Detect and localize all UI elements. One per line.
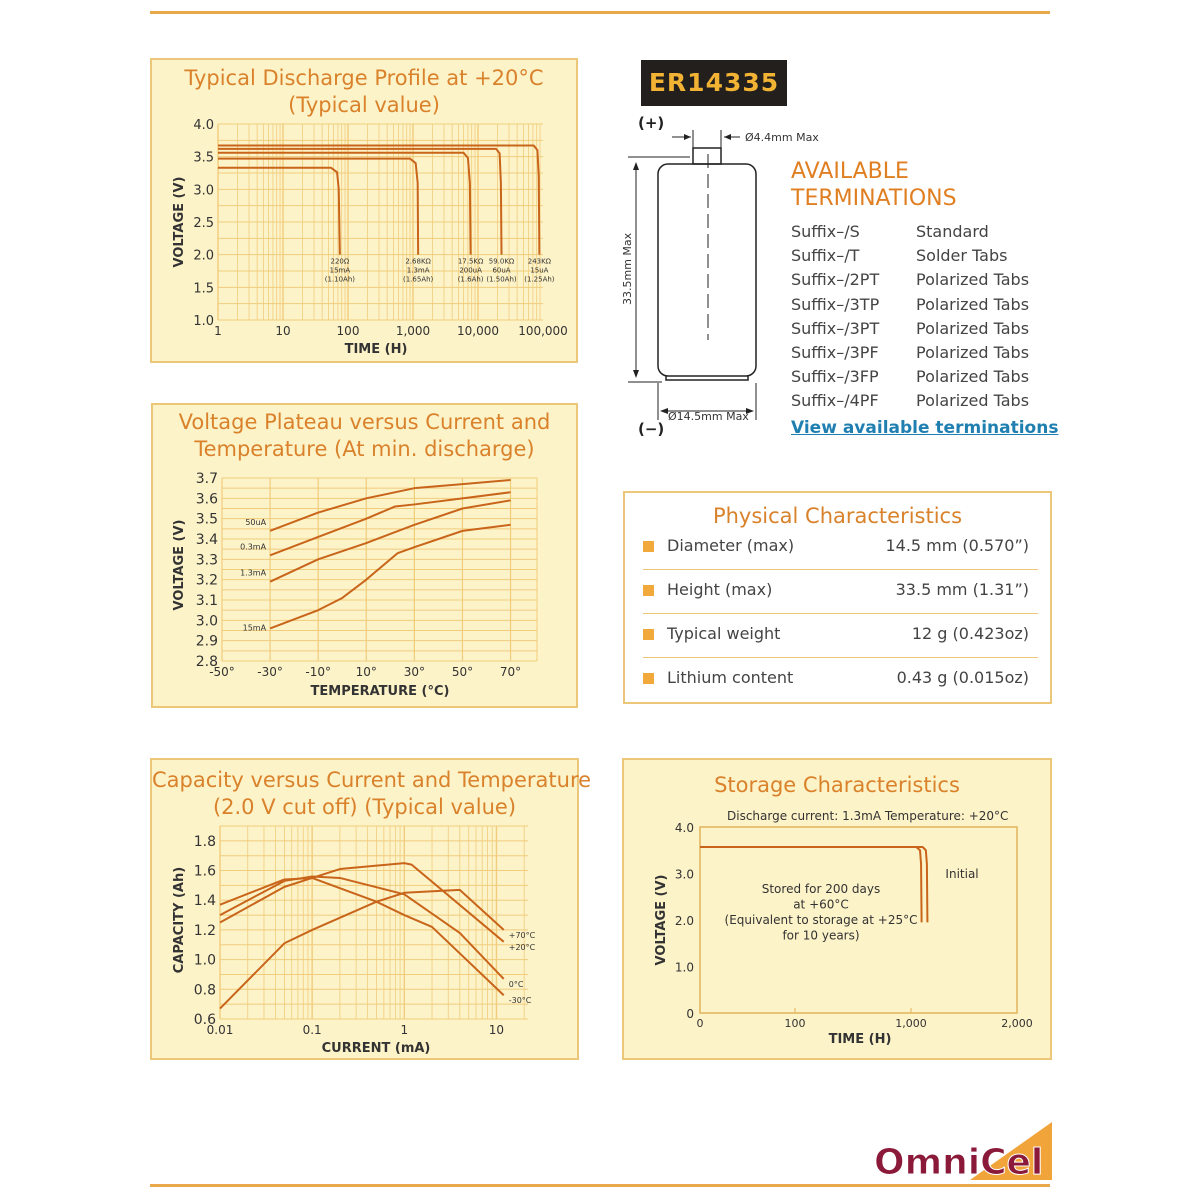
physical-label: Lithium content bbox=[667, 668, 794, 687]
termination-suffix: Suffix–/S bbox=[791, 222, 860, 241]
y-tick-label: 3.7 bbox=[195, 471, 218, 487]
y-tick-label: 4.0 bbox=[674, 821, 694, 835]
y-tick-label: 0 bbox=[686, 1007, 694, 1021]
physical-value: 0.43 g (0.015oz) bbox=[896, 668, 1029, 687]
y-tick-label: 1.0 bbox=[193, 952, 216, 969]
y-tick-label: 0.8 bbox=[193, 982, 216, 999]
termination-type: Polarized Tabs bbox=[916, 318, 1030, 338]
chart-title-line: (Typical value) bbox=[288, 93, 440, 117]
y-tick-label: 2.9 bbox=[195, 633, 218, 650]
y-tick-label: 1.6 bbox=[193, 863, 216, 880]
series-label: +20°C bbox=[508, 942, 536, 952]
logo-text: OmniCel bbox=[874, 1142, 1044, 1183]
x-tick-label: 0.01 bbox=[206, 1023, 234, 1037]
model-badge: ER14335 bbox=[641, 60, 787, 106]
physical-value: 12 g (0.423oz) bbox=[911, 624, 1029, 643]
x-axis-label: CURRENT (mA) bbox=[321, 1041, 431, 1056]
y-tick-label: 3.0 bbox=[674, 867, 694, 882]
termination-suffix: Suffix–/3FP bbox=[791, 367, 879, 387]
terminations-title-line: AVAILABLE bbox=[791, 159, 909, 184]
y-tick-label: 2.5 bbox=[193, 216, 214, 231]
series-line bbox=[218, 168, 340, 255]
x-tick-label: 10,000 bbox=[457, 324, 499, 338]
chart-annotation: at +60°C bbox=[793, 897, 849, 912]
termination-type: Polarized Tabs bbox=[916, 343, 1030, 362]
termination-suffix: Suffix–/2PT bbox=[791, 270, 880, 290]
x-tick-label: 2,000 bbox=[1001, 1017, 1033, 1030]
y-tick-label: 3.0 bbox=[193, 183, 214, 199]
x-tick-label: 10 bbox=[488, 1023, 505, 1037]
chart-title-line: Voltage Plateau versus Current and bbox=[178, 410, 551, 434]
termination-type: Polarized Tabs bbox=[916, 367, 1030, 387]
x-tick-label: -50° bbox=[209, 665, 235, 679]
y-tick-label: 3.6 bbox=[195, 491, 218, 508]
chart-annotation: for 10 years) bbox=[782, 928, 860, 943]
series-label: +70°C bbox=[508, 930, 536, 940]
chart-1 bbox=[172, 471, 537, 699]
series-label: 60uA bbox=[492, 266, 511, 275]
bullet-icon bbox=[643, 673, 654, 684]
y-tick-label: 3.2 bbox=[195, 572, 218, 589]
y-axis-label: VOLTAGE (V) bbox=[654, 874, 669, 966]
chart-title-line: Typical Discharge Profile at +20°C bbox=[184, 66, 544, 90]
positive-label: (+) bbox=[638, 114, 665, 132]
divider bbox=[643, 569, 1038, 570]
physical-title: Physical Characteristics bbox=[712, 504, 963, 528]
y-tick-label: 1.8 bbox=[193, 833, 216, 850]
chart-title-line: Storage Characteristics bbox=[714, 773, 960, 797]
x-tick-label: 50° bbox=[451, 665, 474, 679]
series-label: 1.3mA bbox=[240, 568, 267, 578]
divider bbox=[643, 657, 1038, 658]
physical-label: Diameter (max) bbox=[667, 536, 795, 555]
series-label: 59.0KΩ bbox=[488, 257, 515, 266]
series-label: 1.3mA bbox=[406, 266, 430, 275]
y-tick-label: 2.0 bbox=[674, 914, 694, 928]
divider bbox=[643, 613, 1038, 614]
y-tick-label: 3.1 bbox=[195, 593, 218, 609]
physical-row bbox=[643, 580, 1033, 629]
y-tick-label: 2.0 bbox=[193, 248, 214, 264]
chart-3 bbox=[654, 821, 1033, 1047]
series-label: 50uA bbox=[245, 517, 267, 527]
chart-title-line: (2.0 V cut off) (Typical value) bbox=[212, 795, 517, 819]
negative-label: (−) bbox=[638, 420, 665, 438]
chart-2 bbox=[172, 826, 536, 1056]
y-tick-label: 1.0 bbox=[193, 314, 214, 329]
omnicel-logo bbox=[870, 1118, 1055, 1188]
terminations-title-line: TERMINATIONS bbox=[791, 186, 957, 211]
chart-title-line: Capacity versus Current and Temperature bbox=[152, 768, 592, 792]
y-tick-label: 2.8 bbox=[195, 654, 218, 670]
termination-suffix: Suffix–/4PF bbox=[791, 391, 879, 411]
chart-title-line: Temperature (At min. discharge) bbox=[194, 437, 535, 461]
y-tick-label: 4.0 bbox=[193, 118, 214, 133]
x-tick-label: 1,000 bbox=[895, 1017, 927, 1030]
termination-type: Polarized Tabs bbox=[916, 270, 1030, 290]
x-tick-label: -30° bbox=[257, 665, 283, 679]
y-tick-label: 3.5 bbox=[195, 511, 218, 528]
positive-terminal bbox=[693, 148, 721, 164]
x-tick-label: 1 bbox=[400, 1023, 409, 1037]
x-tick-label: 100,000 bbox=[518, 324, 568, 338]
physical-value: 33.5 mm (1.31”) bbox=[895, 580, 1029, 599]
chart-annotation: Stored for 200 days bbox=[761, 882, 881, 896]
series-label: 243KΩ bbox=[527, 257, 552, 266]
series-label: (1.10Ah) bbox=[324, 275, 356, 284]
series-line bbox=[220, 890, 504, 1009]
termination-type: Polarized Tabs bbox=[916, 391, 1030, 411]
bullet-icon bbox=[643, 585, 654, 596]
x-tick-label: 1 bbox=[214, 324, 222, 338]
terminations-title bbox=[791, 158, 957, 212]
termination-type: Solder Tabs bbox=[916, 246, 1008, 266]
x-tick-label: 100 bbox=[336, 324, 360, 338]
x-tick-label: 70° bbox=[499, 665, 522, 679]
series-label: (1.6Ah) bbox=[457, 275, 484, 284]
x-axis-label: TIME (H) bbox=[344, 342, 408, 357]
series-label: 17.5KΩ bbox=[457, 257, 484, 266]
termination-suffix: Suffix–/3PT bbox=[791, 318, 880, 338]
y-tick-label: 1.2 bbox=[193, 922, 216, 939]
series-label: 15mA bbox=[329, 266, 351, 275]
series-label: 15mA bbox=[242, 623, 267, 633]
y-tick-label: 1.0 bbox=[674, 960, 694, 975]
series-label: -30°C bbox=[508, 996, 532, 1006]
termination-type: Polarized Tabs bbox=[916, 294, 1030, 314]
x-tick-label: 10 bbox=[275, 324, 291, 338]
physical-row bbox=[643, 536, 1033, 585]
y-axis-label: VOLTAGE (V) bbox=[172, 519, 187, 611]
series-line bbox=[220, 878, 504, 995]
chart-0 bbox=[172, 118, 568, 357]
x-tick-label: 1,000 bbox=[395, 324, 431, 338]
bullet-icon bbox=[643, 541, 654, 552]
termination-suffix: Suffix–/3TP bbox=[791, 294, 880, 314]
series-label: 0°C bbox=[508, 979, 524, 989]
physical-row bbox=[643, 624, 1033, 673]
y-axis-label: CAPACITY (Ah) bbox=[172, 866, 187, 974]
diameter-dimension: Ø14.5mm Max bbox=[668, 410, 749, 423]
terminal-dimension: Ø4.4mm Max bbox=[745, 131, 819, 144]
y-tick-label: 3.4 bbox=[195, 532, 218, 548]
x-tick-label: 30° bbox=[403, 665, 426, 679]
series-label: (1.50Ah) bbox=[486, 275, 517, 284]
x-tick-label: 10° bbox=[355, 665, 377, 679]
physical-row bbox=[643, 668, 1033, 717]
series-label: 200uA bbox=[459, 266, 482, 275]
x-axis-label: TEMPERATURE (°C) bbox=[310, 684, 450, 699]
y-tick-label: 0.6 bbox=[193, 1012, 216, 1028]
series-label: 220Ω bbox=[330, 257, 350, 266]
x-tick-label: 0.1 bbox=[302, 1023, 322, 1037]
view-terminations-link[interactable]: View available terminations bbox=[791, 418, 1059, 438]
x-tick-label: -10° bbox=[305, 665, 331, 679]
x-axis-label: TIME (H) bbox=[828, 1032, 892, 1047]
y-tick-label: 3.3 bbox=[195, 552, 218, 569]
series-label: (1.25Ah) bbox=[524, 275, 555, 284]
physical-label: Typical weight bbox=[667, 624, 781, 643]
series-label: Initial bbox=[945, 867, 979, 882]
series-line bbox=[270, 525, 510, 629]
series-label: (1.65Ah) bbox=[403, 275, 434, 284]
termination-suffix: Suffix–/T bbox=[791, 246, 860, 266]
physical-value: 14.5 mm (0.570”) bbox=[885, 536, 1029, 555]
x-tick-label: 100 bbox=[784, 1017, 806, 1030]
series-label: 2.68KΩ bbox=[405, 257, 431, 266]
physical-label: Height (max) bbox=[667, 580, 773, 599]
series-line bbox=[270, 480, 510, 531]
y-tick-label: 1.4 bbox=[193, 893, 216, 910]
chart-annotation: (Equivalent to storage at +25°C bbox=[724, 913, 918, 927]
x-tick-label: 0 bbox=[696, 1017, 704, 1030]
series-line bbox=[270, 492, 510, 555]
y-tick-label: 1.5 bbox=[193, 281, 214, 297]
bullet-icon bbox=[643, 629, 654, 640]
y-tick-label: 3.5 bbox=[193, 150, 214, 166]
series-label: 0.3mA bbox=[240, 542, 267, 552]
y-axis-label: VOLTAGE (V) bbox=[172, 176, 187, 268]
termination-suffix: Suffix–/3PF bbox=[791, 343, 879, 362]
battery-body bbox=[658, 164, 756, 376]
chart-subtitle: Discharge current: 1.3mA Temperature: +20°C bbox=[727, 809, 1009, 823]
termination-type: Standard bbox=[916, 222, 989, 241]
y-tick-label: 3.0 bbox=[195, 613, 218, 630]
series-label: 15uA bbox=[530, 266, 549, 275]
height-dimension: 33.5mm Max bbox=[621, 232, 634, 305]
